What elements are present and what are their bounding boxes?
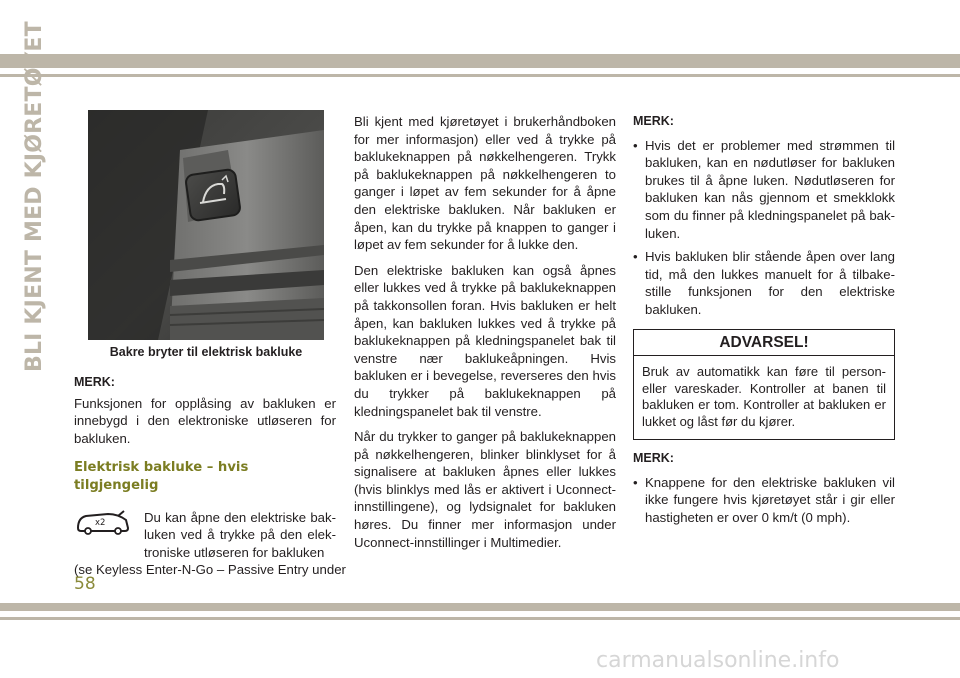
key-fob-text-tail: (se Keyless Enter-N-Go – Passive Entry under [74, 562, 346, 578]
icon-badge: x2 [95, 517, 106, 528]
column-3 [633, 113, 895, 533]
bottom-rule [0, 617, 960, 620]
figure-caption: Bakre bryter til elektrisk bakluke [109, 345, 303, 359]
list-item-text: Knappene for den elektriske bakluken vil ikke fungere hvis kjøretøyet står i gir eller hastigheten er over 0 km/t (0 mph). [645, 474, 895, 525]
key-fob-liftgate-icon [74, 510, 132, 536]
warning-text: Bruk av automatikk kan føre til person-eller vareskader. Kontroller at banen til bakluken er tom. Kontroller at bakluken er lukket og låst før du kjører. [642, 364, 886, 429]
column-2 [354, 113, 616, 559]
bullet-marker: • [633, 249, 638, 265]
liftgate-switch-photo [88, 110, 324, 340]
note-label: MERK: [633, 451, 674, 466]
paragraph-3: Når du trykker to ganger på baklukeknappen på nøkkelhengeren, blinker blinklyset for å signalisere at bakluken åpnes eller lukkes (hvis blinklys med lås er aktivert i Uconnect-innstillingene), og lydsignalet for bakluken høres. Du finner mer informasjon under Uconnect-innstillinger i Multimedier. [354, 429, 616, 550]
warning-title: ADVARSEL! [634, 330, 894, 357]
paragraph-1: Bli kjent med kjøretøyet i brukerhåndboken for mer informasjon) eller ved å trykke på baklukeknappen på nøkkelhengeren. Trykk på baklukeknappen på nøkkelhengeren to ganger i løpet av fem sekunder for å åpne den elektriske bakluken. Når bakluken er åpen, kan du trykke på knappen to ganger i løpet av fem sekunder for å lukke den. [354, 114, 616, 253]
bullet-marker: • [633, 137, 638, 153]
bottom-band [0, 603, 960, 611]
column-1 [74, 374, 346, 579]
list-item-text: Hvis bakluken blir stående åpen over lang tid, må den lukkes manuelt for å tilbake-stille funksjonen for den elektriske bakluken. [645, 249, 895, 317]
paragraph-2: Den elektriske bakluken kan også åpnes eller lukkes ved å trykke på baklukeknappen på takkonsollen foran. Hvis bakluken er helt åpen, kan bakluken lukkes ved å trykke på baklukeknappen på kledningspanelet bak til venstre nær baklukeåpningen. Hvis bakluken er i bevegelse, reverseres den hvis du trykker på baklukeknappen på kledningspanelet bak til venstre. [354, 262, 616, 419]
note-label: MERK: [74, 375, 115, 389]
list-item [633, 474, 895, 527]
bullet-marker: • [633, 474, 638, 490]
list-item [633, 248, 895, 318]
note-text: Funksjonen for opplåsing av bakluken er innebygd i den elektroniske utløseren for bakluken. [74, 395, 336, 446]
watermark: carmanualsonline.info [596, 648, 840, 673]
warning-box [633, 329, 895, 441]
key-fob-text: Du kan åpne den elektriske bak-luken ved å trykke på den elek-troniske utløseren for bakluken [144, 509, 336, 560]
top-band [0, 54, 960, 68]
note-label: MERK: [633, 114, 674, 128]
section-side-title: BLI KJENT MED KJØRETØYET [22, 21, 47, 372]
section-heading: Elektrisk bakluke – hvis tilgjengelig [74, 460, 249, 493]
list-item [633, 137, 895, 243]
list-item-text: Hvis det er problemer med strømmen til bakluken, kan en nødutløser for bakluken brukes til å åpne luken. Nødutløseren for bakluken kan nås gjennom et smekklokk som du finner på kledningspanelet på bak-luken. [645, 137, 895, 241]
page-number: 58 [74, 574, 96, 594]
top-rule [0, 74, 960, 77]
liftgate-switch-icon [88, 110, 324, 340]
key-fob-paragraph [74, 509, 346, 579]
